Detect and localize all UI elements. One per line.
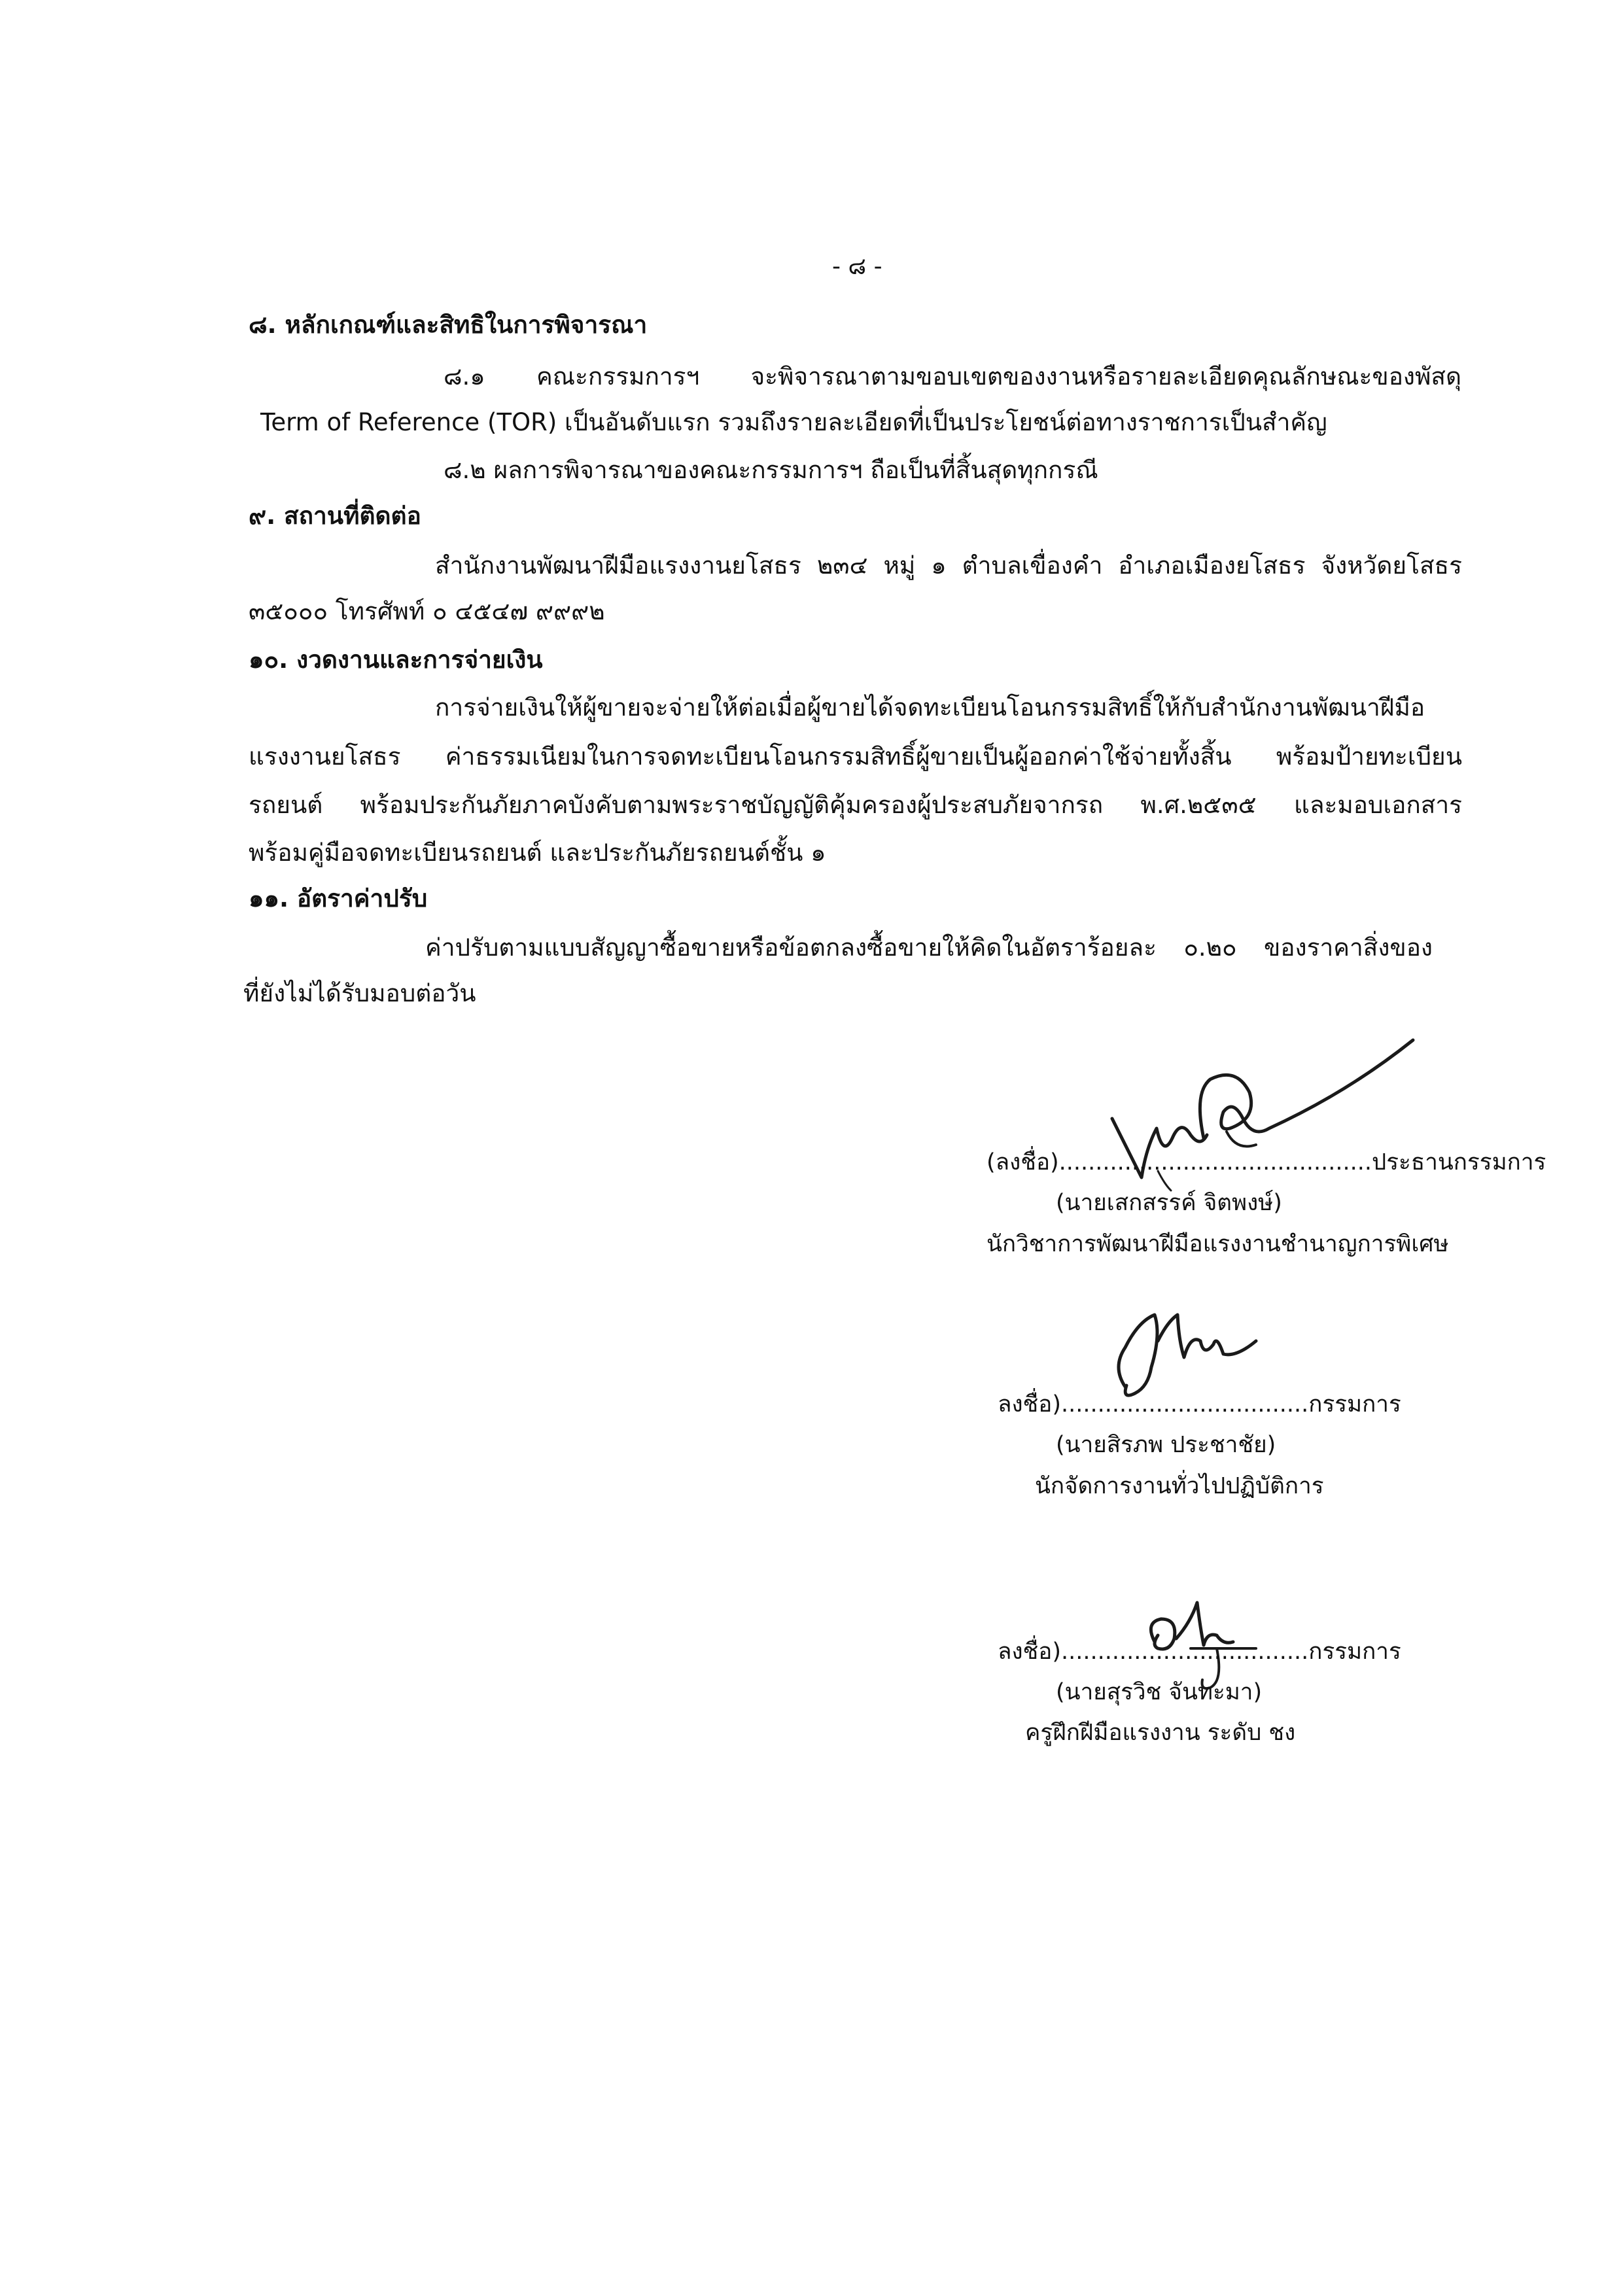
section-10-heading: ๑๐. งวดงานและการจ่ายเงิน — [249, 646, 543, 674]
page-number: - ๘ - — [832, 253, 882, 280]
signature-2-dots: .................................. — [1060, 1391, 1309, 1418]
signature-1-dots: ........................................... — [1058, 1149, 1372, 1175]
handwritten-signature-2 — [1086, 1295, 1282, 1406]
signature-3-role: กรรมการ — [1308, 1639, 1401, 1665]
signature-2-prefix: ลงชื่อ) — [998, 1391, 1061, 1418]
signature-3-name: (นายสุรวิช จันทะมา) — [1056, 1679, 1263, 1705]
signature-3-sign-line — [998, 1641, 1401, 1663]
signature-3-position: ครูฝึกฝีมือแรงงาน ระดับ ชง — [1025, 1720, 1296, 1746]
handwritten-signature-1 — [1073, 1014, 1478, 1210]
signature-1-name: (นายเสกสรรค์ จิตพงษ์) — [1056, 1190, 1282, 1216]
signature-1-role: ประธานกรรมการ — [1372, 1149, 1546, 1175]
signature-2-sign-line — [998, 1393, 1401, 1416]
signature-2-role: กรรมการ — [1308, 1391, 1401, 1418]
section-9-line1: สำนักงานพัฒนาฝีมือแรงงานยโสธร ๒๓๔ หมู่ ๑ ตำบลเขื่องคำ อำเภอเมืองยโสธร จังหวัดยโสธร — [435, 551, 1462, 580]
section-10-line1: การจ่ายเงินให้ผู้ขายจะจ่ายให้ต่อเมื่อผู้ขายได้จดทะเบียนโอนกรรมสิทธิ์ให้กับสำนักงานพัฒนาฝีมือ — [435, 693, 1425, 722]
section-8-1-line2: Term of Reference (TOR) เป็นอันดับแรก รวมถึงรายละเอียดที่เป็นประโยชน์ต่อทางราชการเป็นสำคัญ — [260, 408, 1327, 436]
signature-1-sign-line — [986, 1151, 1546, 1174]
section-8-2: ๘.๒ ผลการพิจารณาของคณะกรรมการฯ ถือเป็นที่สิ้นสุดทุกกรณี — [444, 456, 1098, 484]
section-9-line2: ๓๕๐๐๐ โทรศัพท์ ๐ ๔๕๔๗ ๙๙๙๒ — [249, 597, 605, 625]
section-8-1-line1: ๘.๑ คณะกรรมการฯ จะพิจารณาตามขอบเขตของงานหรือรายละเอียดคุณลักษณะของพัสดุ — [444, 362, 1461, 391]
signature-3-prefix: ลงชื่อ) — [998, 1639, 1061, 1665]
section-11-heading: ๑๑. อัตราค่าปรับ — [249, 884, 428, 913]
section-10-line3: รถยนต์ พร้อมประกันภัยภาคบังคับตามพระราชบัญญัติคุ้มครองผู้ประสบภัยจากรถ พ.ศ.๒๕๓๕ และมอบเอกสาร — [249, 791, 1462, 819]
signature-1-position: นักวิชาการพัฒนาฝีมือแรงงานชำนาญการพิเศษ — [986, 1231, 1449, 1257]
section-10-line2: แรงงานยโสธร ค่าธรรมเนียมในการจดทะเบียนโอนกรรมสิทธิ์ผู้ขายเป็นผู้ออกค่าใช้จ่ายทั้งสิ้น พร้อมป้ายทะเบียน — [249, 742, 1462, 771]
section-10-line4: พร้อมคู่มือจดทะเบียนรถยนต์ และประกันภัยรถยนต์ชั้น ๑ — [249, 839, 826, 867]
section-9-heading: ๙. สถานที่ติดต่อ — [249, 502, 421, 530]
section-11-line2: ที่ยังไม่ได้รับมอบต่อวัน — [243, 979, 476, 1007]
signature-1-prefix: (ลงชื่อ) — [986, 1149, 1059, 1175]
signature-2-position: นักจัดการงานทั่วไปปฏิบัติการ — [1035, 1473, 1324, 1499]
section-11-line1: ค่าปรับตามแบบสัญญาซื้อขายหรือข้อตกลงซื้อขายให้คิดในอัตราร้อยละ ๐.๒๐ ของราคาสิ่งของ — [425, 933, 1433, 962]
signature-2-name: (นายสิรภพ ประชาชัย) — [1056, 1432, 1276, 1458]
signature-3-dots: .................................. — [1060, 1639, 1309, 1665]
section-8-heading: ๘. หลักเกณฑ์และสิทธิในการพิจารณา — [249, 311, 648, 339]
